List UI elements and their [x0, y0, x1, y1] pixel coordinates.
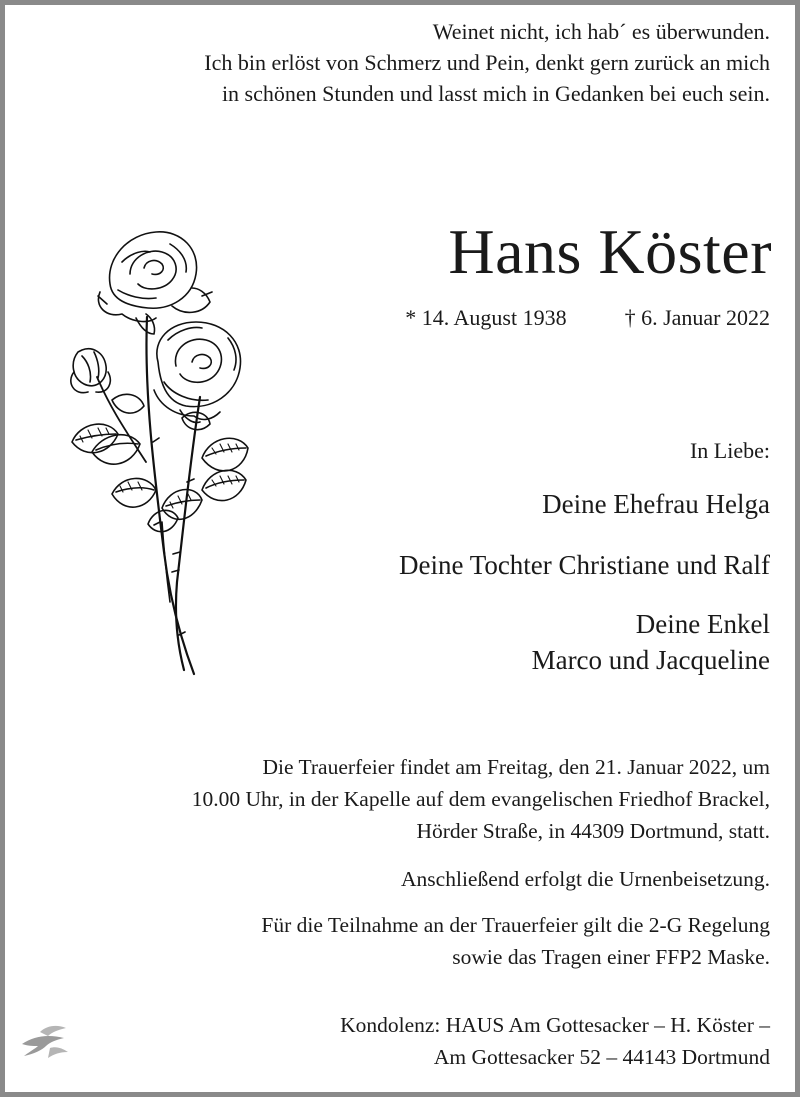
ceremony-line: Die Trauerfeier findet am Freitag, den 21. Januar 2022, um — [262, 755, 770, 779]
condolence-line: Am Gottesacker 52 – 44143 Dortmund — [433, 1045, 770, 1069]
poem — [204, 16, 770, 109]
poem-line: Ich bin erlöst von Schmerz und Pein, denkt gern zurück an mich — [204, 50, 770, 75]
death-date: † 6. Januar 2022 — [624, 305, 770, 330]
mourner-grandchildren — [532, 606, 770, 678]
covid-rules — [261, 909, 770, 973]
ceremony-line: 10.00 Uhr, in der Kapelle auf dem evangelischen Friedhof Brackel, — [191, 787, 770, 811]
condolence-address — [340, 1009, 770, 1073]
ceremony-details — [192, 751, 770, 847]
poem-line: Weinet nicht, ich hab´ es überwunden. — [432, 19, 770, 44]
ceremony-line: Hörder Straße, in 44309 Dortmund, statt. — [416, 819, 770, 843]
in-liebe-heading: In Liebe: — [689, 438, 770, 463]
mourner-wife: Deine Ehefrau Helga — [542, 489, 770, 519]
condolence-line: Kondolenz: HAUS Am Gottesacker – H. Köster – — [340, 1013, 770, 1037]
rose-illustration — [52, 222, 262, 692]
birth-date: * 14. August 1938 — [405, 305, 567, 330]
rules-line: Für die Teilnahme an der Trauerfeier gilt die 2-G Regelung — [261, 913, 770, 937]
grandchildren-names: Marco und Jacqueline — [531, 645, 770, 675]
bird-logo-icon — [20, 1022, 72, 1062]
deceased-name: Hans Köster — [448, 216, 772, 287]
urn-burial-note: Anschließend erfolgt die Urnenbeisetzung. — [401, 867, 770, 891]
grandchildren-heading: Deine Enkel — [635, 609, 770, 639]
life-dates — [405, 303, 770, 333]
mourner-daughter: Deine Tochter Christiane und Ralf — [398, 550, 770, 580]
poem-line: in schönen Stunden und lasst mich in Gedanken bei euch sein. — [221, 81, 770, 106]
rules-line: sowie das Tragen einer FFP2 Maske. — [452, 945, 770, 969]
